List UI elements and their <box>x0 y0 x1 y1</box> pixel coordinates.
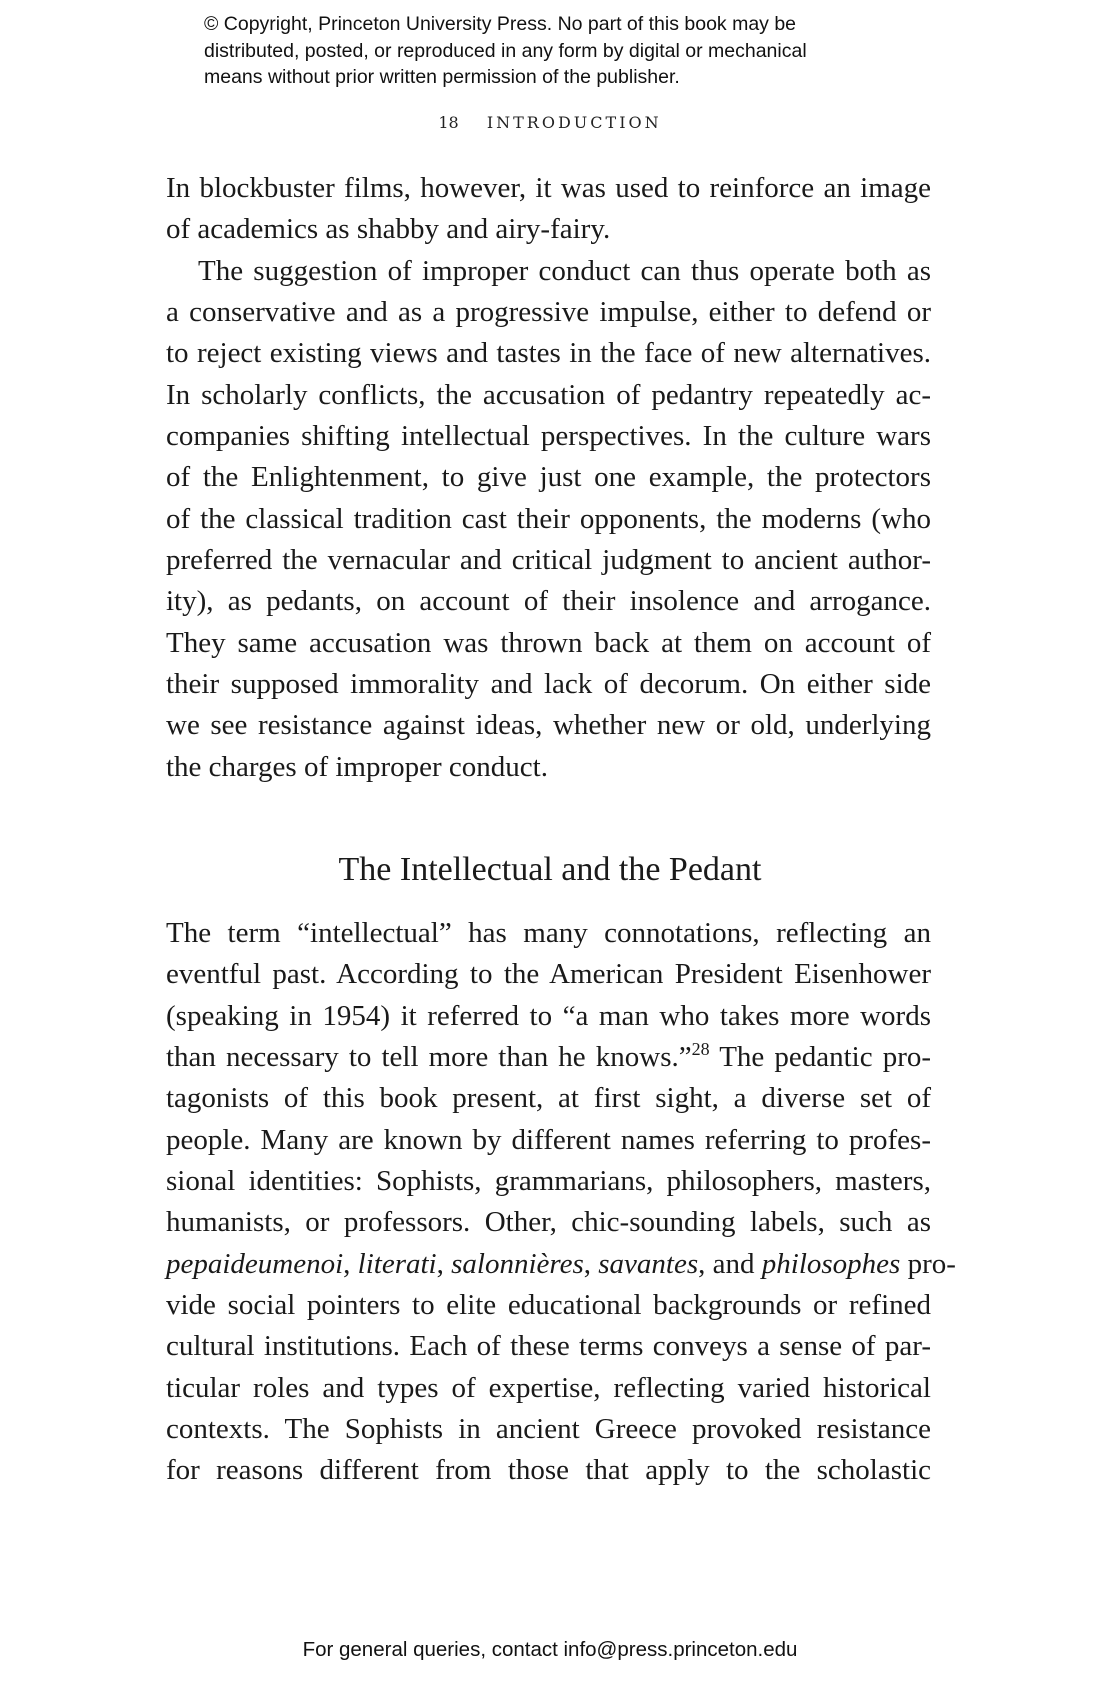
text-line: The term “intellectual” has many connotations, reflecting an <box>166 917 931 949</box>
text-line: the charges of improper conduct. <box>166 750 548 783</box>
text-segment: , and <box>698 1247 762 1280</box>
text-line: The suggestion of improper conduct can thus operate both as <box>198 254 931 287</box>
text-line: ticular roles and types of expertise, reflecting varied historical <box>166 1371 931 1404</box>
copyright-line: distributed, posted, or reproduced in any form by digital or mechanical <box>204 39 807 62</box>
text-line: (speaking in 1954) it referred to “a man who takes more words <box>166 999 931 1032</box>
section-heading: The Intellectual and the Pedant <box>338 851 762 888</box>
text-line: In blockbuster films, however, it was used to reinforce an image <box>166 172 931 204</box>
body-text-top <box>166 168 931 788</box>
text-line: a conservative and as a progressive impulse, either to defend or <box>166 296 931 329</box>
text-segment: pro- <box>900 1247 956 1280</box>
text-line: tagonists of this book present, at first sight, a diverse set of <box>166 1082 931 1115</box>
text-line: their supposed immorality and lack of decorum. On either side <box>166 668 931 701</box>
text-line: we see resistance against ideas, whether new or old, underlying <box>166 709 931 742</box>
text-line: companies shifting intellectual perspectives. In the culture wars <box>166 420 931 453</box>
footer-contact: For general queries, contact info@press.princeton.edu <box>302 1638 798 1661</box>
text-line: cultural institutions. Each of these terms conveys a sense of par- <box>166 1330 931 1363</box>
footnote-reference: 28 <box>691 1039 710 1060</box>
text-line: of the Enlightenment, to give just one example, the protectors <box>166 461 931 494</box>
copyright-line: means without prior written permission of the publisher. <box>204 66 680 88</box>
body-text-bottom <box>166 913 956 1492</box>
text-line <box>166 1037 931 1078</box>
text-line: In scholarly conflicts, the accusation of pedantry repeatedly ac- <box>166 378 931 411</box>
text-line: people. Many are known by different names referring to profes- <box>166 1123 931 1156</box>
paragraph <box>166 251 931 788</box>
text-line: preferred the vernacular and critical judgment to ancient author- <box>166 544 931 577</box>
text-line: to reject existing views and tastes in the face of new alternatives. <box>166 337 931 370</box>
page-number: 18 <box>438 113 459 132</box>
text-line: They same accusation was thrown back at them on account of <box>166 626 931 659</box>
paragraph <box>166 913 956 1492</box>
italic-term: savantes <box>598 1247 699 1280</box>
italic-term: salonnières <box>451 1247 584 1280</box>
text-line: humanists, or professors. Other, chic-sounding labels, such as <box>166 1206 931 1239</box>
text-line <box>166 1244 956 1285</box>
copyright-line: © Copyright, Princeton University Press. No part of this book may be <box>204 13 797 35</box>
paragraph-continued <box>166 168 931 251</box>
text-line: for reasons different from those that apply to the scholastic <box>166 1454 931 1487</box>
text-segment: , <box>436 1247 452 1280</box>
text-segment: , <box>343 1247 358 1280</box>
italic-term: literati <box>357 1247 437 1280</box>
running-head-title: INTRODUCTION <box>486 113 662 132</box>
running-head <box>0 113 1100 132</box>
text-segment: than necessary to tell more than he knows.” <box>166 1041 692 1074</box>
text-line: contexts. The Sophists in ancient Greece provoked resistance <box>166 1413 931 1446</box>
text-line: of academics as shabby and airy-fairy. <box>166 213 611 246</box>
text-segment: , <box>583 1247 599 1280</box>
italic-term: pepaideumenoi <box>166 1247 344 1280</box>
text-line: vide social pointers to elite educational backgrounds or refined <box>166 1289 931 1322</box>
text-line: eventful past. According to the American President Eisenhower <box>166 958 931 991</box>
text-segment: The pedantic pro- <box>709 1041 932 1074</box>
text-line: ity), as pedants, on account of their insolence and arrogance. <box>166 585 931 618</box>
text-line: sional identities: Sophists, grammarians, philosophers, masters, <box>166 1165 931 1198</box>
italic-term: philosophes <box>761 1247 901 1280</box>
copyright-notice <box>204 11 924 91</box>
text-line: of the classical tradition cast their opponents, the moderns (who <box>166 502 931 535</box>
